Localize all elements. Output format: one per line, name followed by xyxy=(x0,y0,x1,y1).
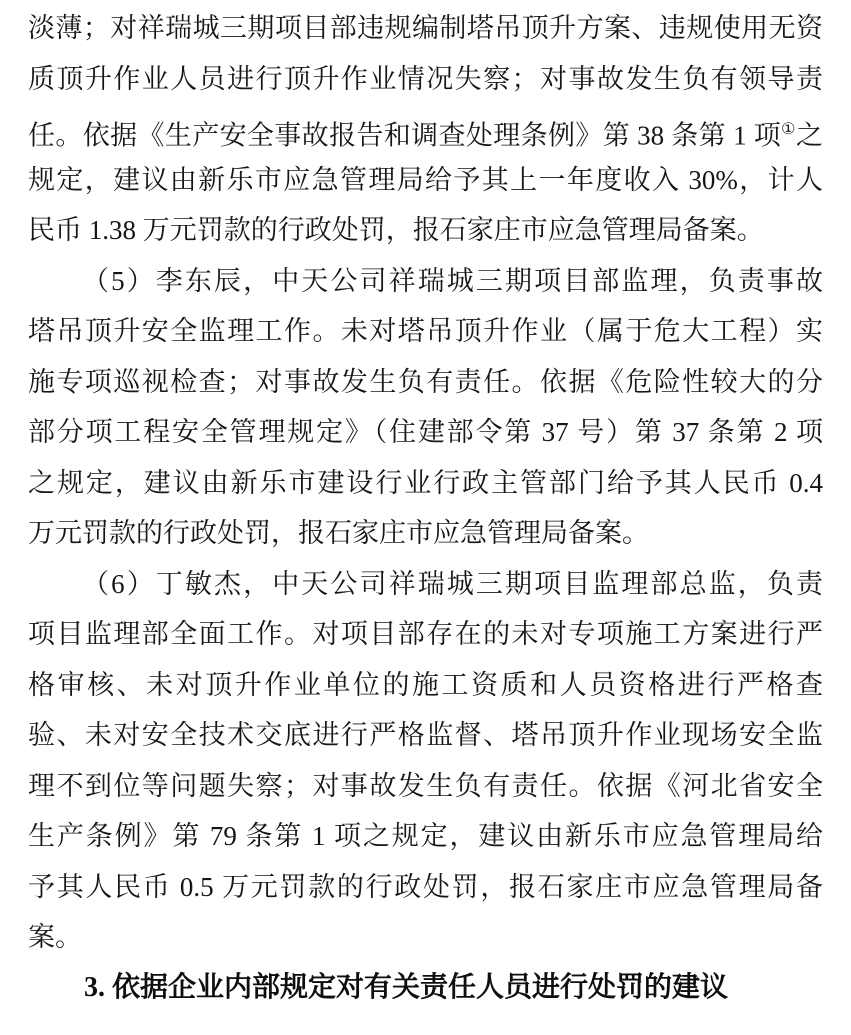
text-line: 项目监理部全面工作。对项目部存在的未对专项施工方案进行严 xyxy=(28,619,823,649)
text-line: 规定，建议由新乐市应急管理局给予其上一年度收入 30%，计人 xyxy=(28,164,823,195)
text-line: 万元罚款的行政处罚，报石家庄市应急管理局备案。 xyxy=(28,518,649,548)
text-line: 验、未对安全技术交底进行严格监督、塔吊顶升作业现场安全监 xyxy=(28,720,823,750)
text-line: 塔吊顶升安全监理工作。未对塔吊顶升作业（属于危大工程）实 xyxy=(28,316,823,346)
text-line: 格审核、未对顶升作业单位的施工资质和人员资格进行严格查 xyxy=(28,669,823,700)
paragraph-penalty-4-continuation xyxy=(28,3,823,256)
text-line: 任。依据《生产安全事故报告和调查处理条例》第 38 条第 1 项①之 xyxy=(28,120,823,151)
footnote-marker: ① xyxy=(781,120,797,138)
text-line: 案。 xyxy=(28,922,82,952)
text-line: 予其人民币 0.5 万元罚款的行政处罚，报石家庄市应急管理局备 xyxy=(28,871,823,902)
document-body xyxy=(28,3,823,963)
text-line: 质顶升作业人员进行顶升作业情况失察；对事故发生负有领导责 xyxy=(28,63,823,94)
text-line: （6）丁敏杰，中天公司祥瑞城三期项目监理部总监，负责 xyxy=(82,568,823,599)
text-line: 民币 1.38 万元罚款的行政处罚，报石家庄市应急管理局备案。 xyxy=(28,215,764,245)
paragraph-penalty-6 xyxy=(28,559,823,963)
text-line: 施专项巡视检查；对事故发生负有责任。依据《危险性较大的分 xyxy=(28,366,823,397)
text-line: 淡薄；对祥瑞城三期项目部违规编制塔吊顶升方案、违规使用无资 xyxy=(28,13,823,43)
text-line: 理不到位等问题失察；对事故发生负有责任。依据《河北省安全 xyxy=(28,770,823,801)
paragraph-penalty-5 xyxy=(28,256,823,559)
text-line: 部分项工程安全管理规定》（住建部令第 37 号）第 37 条第 2 项 xyxy=(28,417,823,447)
text-line: 之规定，建议由新乐市建设行业行政主管部门给予其人民币 0.4 xyxy=(28,467,823,498)
text-line: 生产条例》第 79 条第 1 项之规定，建议由新乐市应急管理局给 xyxy=(28,821,823,851)
text-line: （5）李东辰，中天公司祥瑞城三期项目部监理，负责事故 xyxy=(82,265,823,296)
section-heading: 3. 依据企业内部规定对有关责任人员进行处罚的建议 xyxy=(84,971,729,1003)
